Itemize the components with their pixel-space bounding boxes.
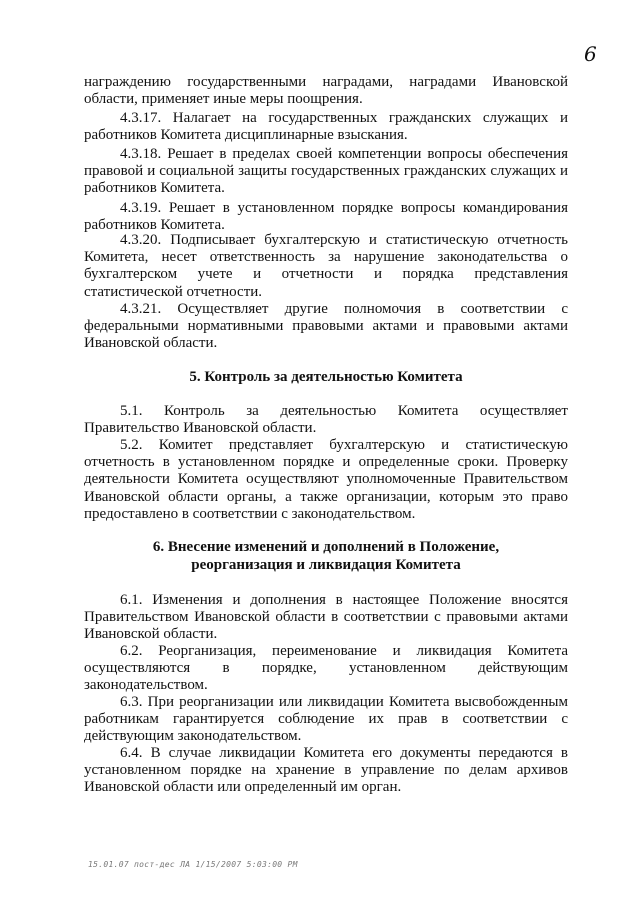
text-line: 4.3.20. Подписывает бухгалтерскую и статистическую отчетность (120, 232, 568, 248)
text-line: правовой и социальной защиты государственных гражданских служащих и (84, 163, 568, 180)
text-line: Комитета, несет ответственность за нарушение законодательства о (84, 249, 568, 266)
text-line: 5.1. Контроль за деятельностью Комитета осуществляет (120, 403, 568, 419)
text-line: 4.3.18. Решает в пределах своей компетенции вопросы обеспечения (120, 146, 568, 162)
paragraph (84, 146, 568, 198)
page-number: 6 (584, 42, 597, 66)
paragraph (84, 643, 568, 695)
text-line: 6.3. При реорганизации или ликвидации Комитета высвобожденным (120, 694, 568, 710)
paragraph (84, 694, 568, 746)
footer-stamp: 15.01.07 пост-дес ЛА 1/15/2007 5:03:00 PM (88, 860, 298, 869)
text-line: 4.3.21. Осуществляет другие полномочия в соответствии с (120, 301, 568, 317)
text-line: законодательством. (84, 677, 208, 694)
paragraph (84, 403, 568, 437)
text-line: Ивановской области или определенный им орган. (84, 779, 402, 796)
text-line: 6.4. В случае ликвидации Комитета его документы передаются в (120, 745, 568, 761)
text-line: Правительство Ивановской области. (84, 420, 317, 437)
text-line: 4.3.17. Налагает на государственных гражданских служащих и (120, 110, 568, 126)
text-line: области, применяет иные меры поощрения. (84, 91, 363, 108)
text-line: работников Комитета. (84, 217, 225, 234)
text-line: работников Комитета дисциплинарные взыскания. (84, 127, 408, 144)
text-line: статистической отчетности. (84, 283, 263, 300)
text-line: предоставлено в соответствии с законодательством. (84, 505, 416, 522)
paragraph (84, 232, 568, 301)
paragraph (84, 110, 568, 144)
paragraph (84, 592, 568, 644)
paragraph (84, 301, 568, 353)
text-line: осуществляются в порядке, установленном действующим (84, 660, 568, 677)
text-line: установленном порядке на хранение в управление по делам архивов (84, 762, 568, 779)
heading-line: реорганизация и ликвидация Комитета (191, 556, 461, 573)
heading-line: 6. Внесение изменений и дополнений в Положение, (152, 539, 500, 555)
text-line: работников Комитета. (84, 180, 225, 197)
section-heading (84, 369, 568, 387)
paragraph (84, 200, 568, 234)
text-line: Ивановской области. (84, 335, 218, 352)
text-line: Ивановской области. (84, 626, 218, 643)
text-line: действующим законодательством. (84, 728, 302, 745)
text-line: федеральными нормативными правовыми актами и правовыми актами (84, 318, 568, 335)
text-line: работникам гарантируется соблюдение их прав в соответствии с (84, 711, 568, 728)
paragraph (84, 74, 568, 108)
text-line: бухгалтерском учете и отчетности и порядка представления (84, 266, 568, 283)
paragraph (84, 745, 568, 797)
text-line: 6.1. Изменения и дополнения в настоящее Положение вносятся (120, 592, 568, 608)
text-line: отчетность в установленном порядке и определенные сроки. Проверку (84, 454, 568, 471)
text-line: Правительством Ивановской области в соответствии с правовыми актами (84, 609, 568, 626)
text-line: 6.2. Реорганизация, переименование и ликвидация Комитета (120, 643, 568, 659)
text-line: 4.3.19. Решает в установленном порядке вопросы командирования (120, 200, 568, 216)
section-heading (84, 539, 568, 574)
text-line: 5.2. Комитет представляет бухгалтерскую и статистическую (120, 437, 568, 453)
text-line: Ивановской области органы, а также организации, которым это право (84, 488, 568, 505)
text-line: награждению государственными наградами, наградами Ивановской (84, 74, 568, 90)
text-line: деятельности Комитета осуществляют уполномоченные Правительством (84, 471, 568, 488)
heading-line: 5. Контроль за деятельностью Комитета (189, 369, 463, 385)
paragraph (84, 437, 568, 523)
